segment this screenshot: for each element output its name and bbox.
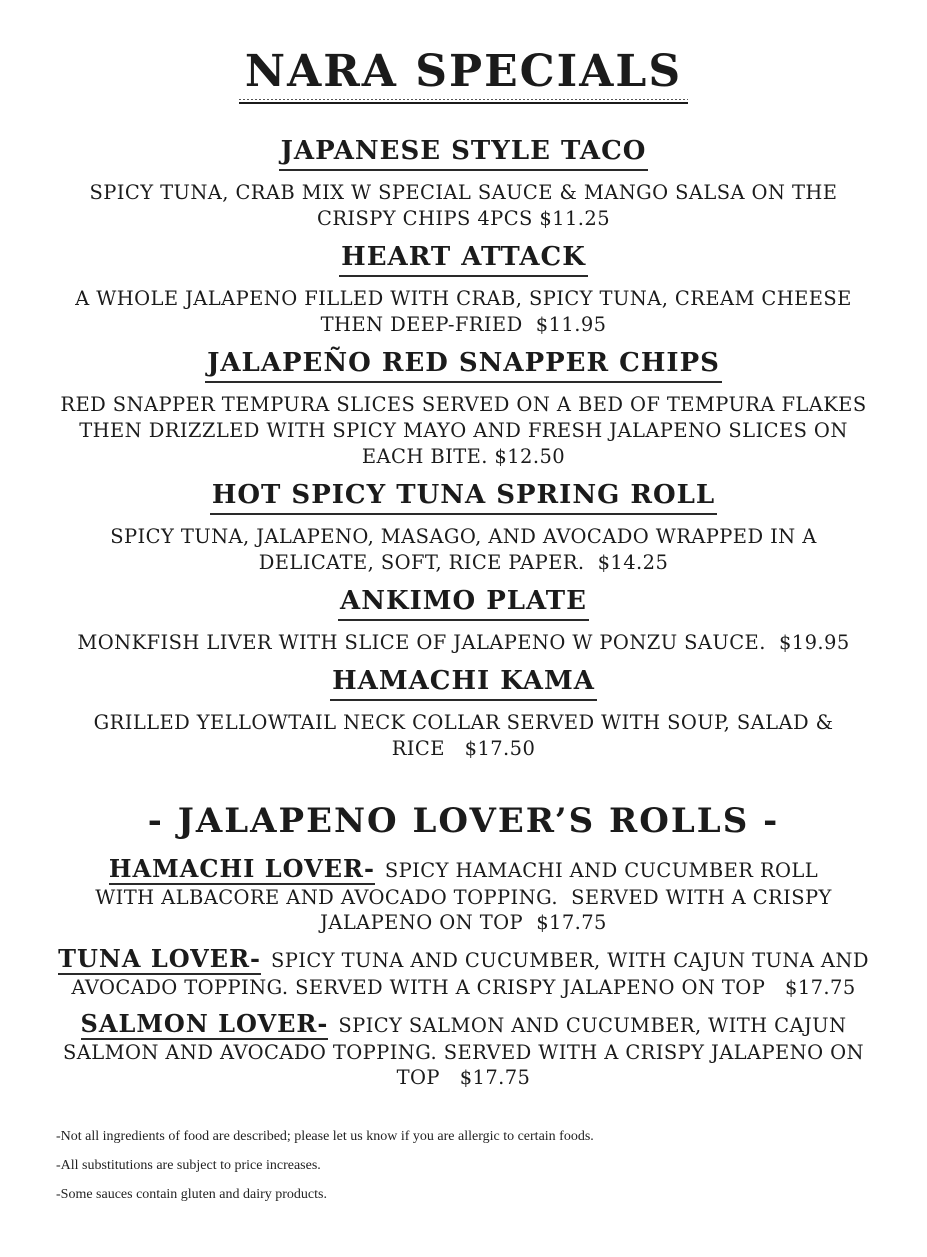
description-line: JALAPENO ON TOP $17.75 [320,911,607,934]
item-name: HOT SPICY TUNA SPRING ROLL [42,478,885,515]
roll-name: SALMON LOVER- [80,1009,329,1038]
item-description [42,392,885,470]
rolls-section-title: - JALAPENO LOVER’S ROLLS - [147,801,780,841]
description-line: AVOCADO TOPPING. SERVED WITH A CRISPY JALAPENO ON TOP $17.75 [71,976,856,999]
item-name: JAPANESE STYLE TACO [42,134,885,171]
roll-description: SPICY HAMACHI AND CUCUMBER ROLL [384,859,819,882]
roll-first-line [42,945,885,975]
footnotes [42,1130,885,1202]
item-name: HAMACHI KAMA [42,664,885,701]
roll-description: SPICY SALMON AND CUCUMBER, WITH CAJUN [338,1014,847,1037]
menu-item [42,134,885,232]
roll-first-line [42,1010,885,1040]
footnote: -All substitutions are subject to price increases. [56,1158,321,1173]
footnote: -Some sauces contain gluten and dairy products. [56,1187,327,1202]
item-description [42,524,885,576]
menu-page [42,46,885,1202]
menu-item [42,240,885,338]
page-title: NARA SPECIALS [239,46,688,104]
description-line: RICE $17.50 [391,737,536,760]
description-line: MONKFISH LIVER WITH SLICE OF JALAPENO W PONZU SAUCE. $19.95 [77,631,850,654]
description-line: TOP $17.75 [396,1066,531,1089]
item-description [42,286,885,338]
item-description [42,630,885,656]
roll-first-line [42,855,885,885]
roll-item [42,1010,885,1090]
menu-item [42,664,885,762]
menu-item [42,584,885,656]
roll-description: SPICY TUNA AND CUCUMBER, WITH CAJUN TUNA AND [271,949,869,972]
footnote: -Not all ingredients of food are described; please let us know if you are allergic to certain foods. [56,1129,594,1144]
menu-item [42,346,885,470]
description-line: WITH ALBACORE AND AVOCADO TOPPING. SERVED WITH A CRISPY [95,886,832,909]
page-title-row [42,46,885,104]
item-name: ANKIMO PLATE [42,584,885,621]
description-line: THEN DRIZZLED WITH SPICY MAYO AND FRESH JALAPENO SLICES ON [79,419,848,442]
description-line: SALMON AND AVOCADO TOPPING. SERVED WITH A CRISPY JALAPENO ON [63,1041,864,1064]
item-description [42,710,885,762]
description-line: EACH BITE. $12.50 [361,445,566,468]
roll-name: TUNA LOVER- [58,944,261,973]
roll-item [42,855,885,935]
description-line: CRISPY CHIPS 4PCS $11.25 [317,207,610,230]
roll-name: HAMACHI LOVER- [108,854,375,883]
description-line: A WHOLE JALAPENO FILLED WITH CRAB, SPICY TUNA, CREAM CHEESE [75,287,852,310]
description-line: GRILLED YELLOWTAIL NECK COLLAR SERVED WITH SOUP, SALAD & [93,711,834,734]
menu-item [42,478,885,576]
description-line: RED SNAPPER TEMPURA SLICES SERVED ON A BED OF TEMPURA FLAKES [60,393,867,416]
description-line: DELICATE, SOFT, RICE PAPER. $14.25 [258,551,669,574]
item-description [42,180,885,232]
description-line: SPICY TUNA, CRAB MIX W SPECIAL SAUCE & MANGO SALSA ON THE [89,181,838,204]
description-line: SPICY TUNA, JALAPENO, MASAGO, AND AVOCADO WRAPPED IN A [110,525,817,548]
roll-item [42,945,885,1000]
item-name: JALAPEÑO RED SNAPPER CHIPS [42,346,885,383]
item-name: HEART ATTACK [42,240,885,277]
description-line: THEN DEEP-FRIED $11.95 [320,313,607,336]
